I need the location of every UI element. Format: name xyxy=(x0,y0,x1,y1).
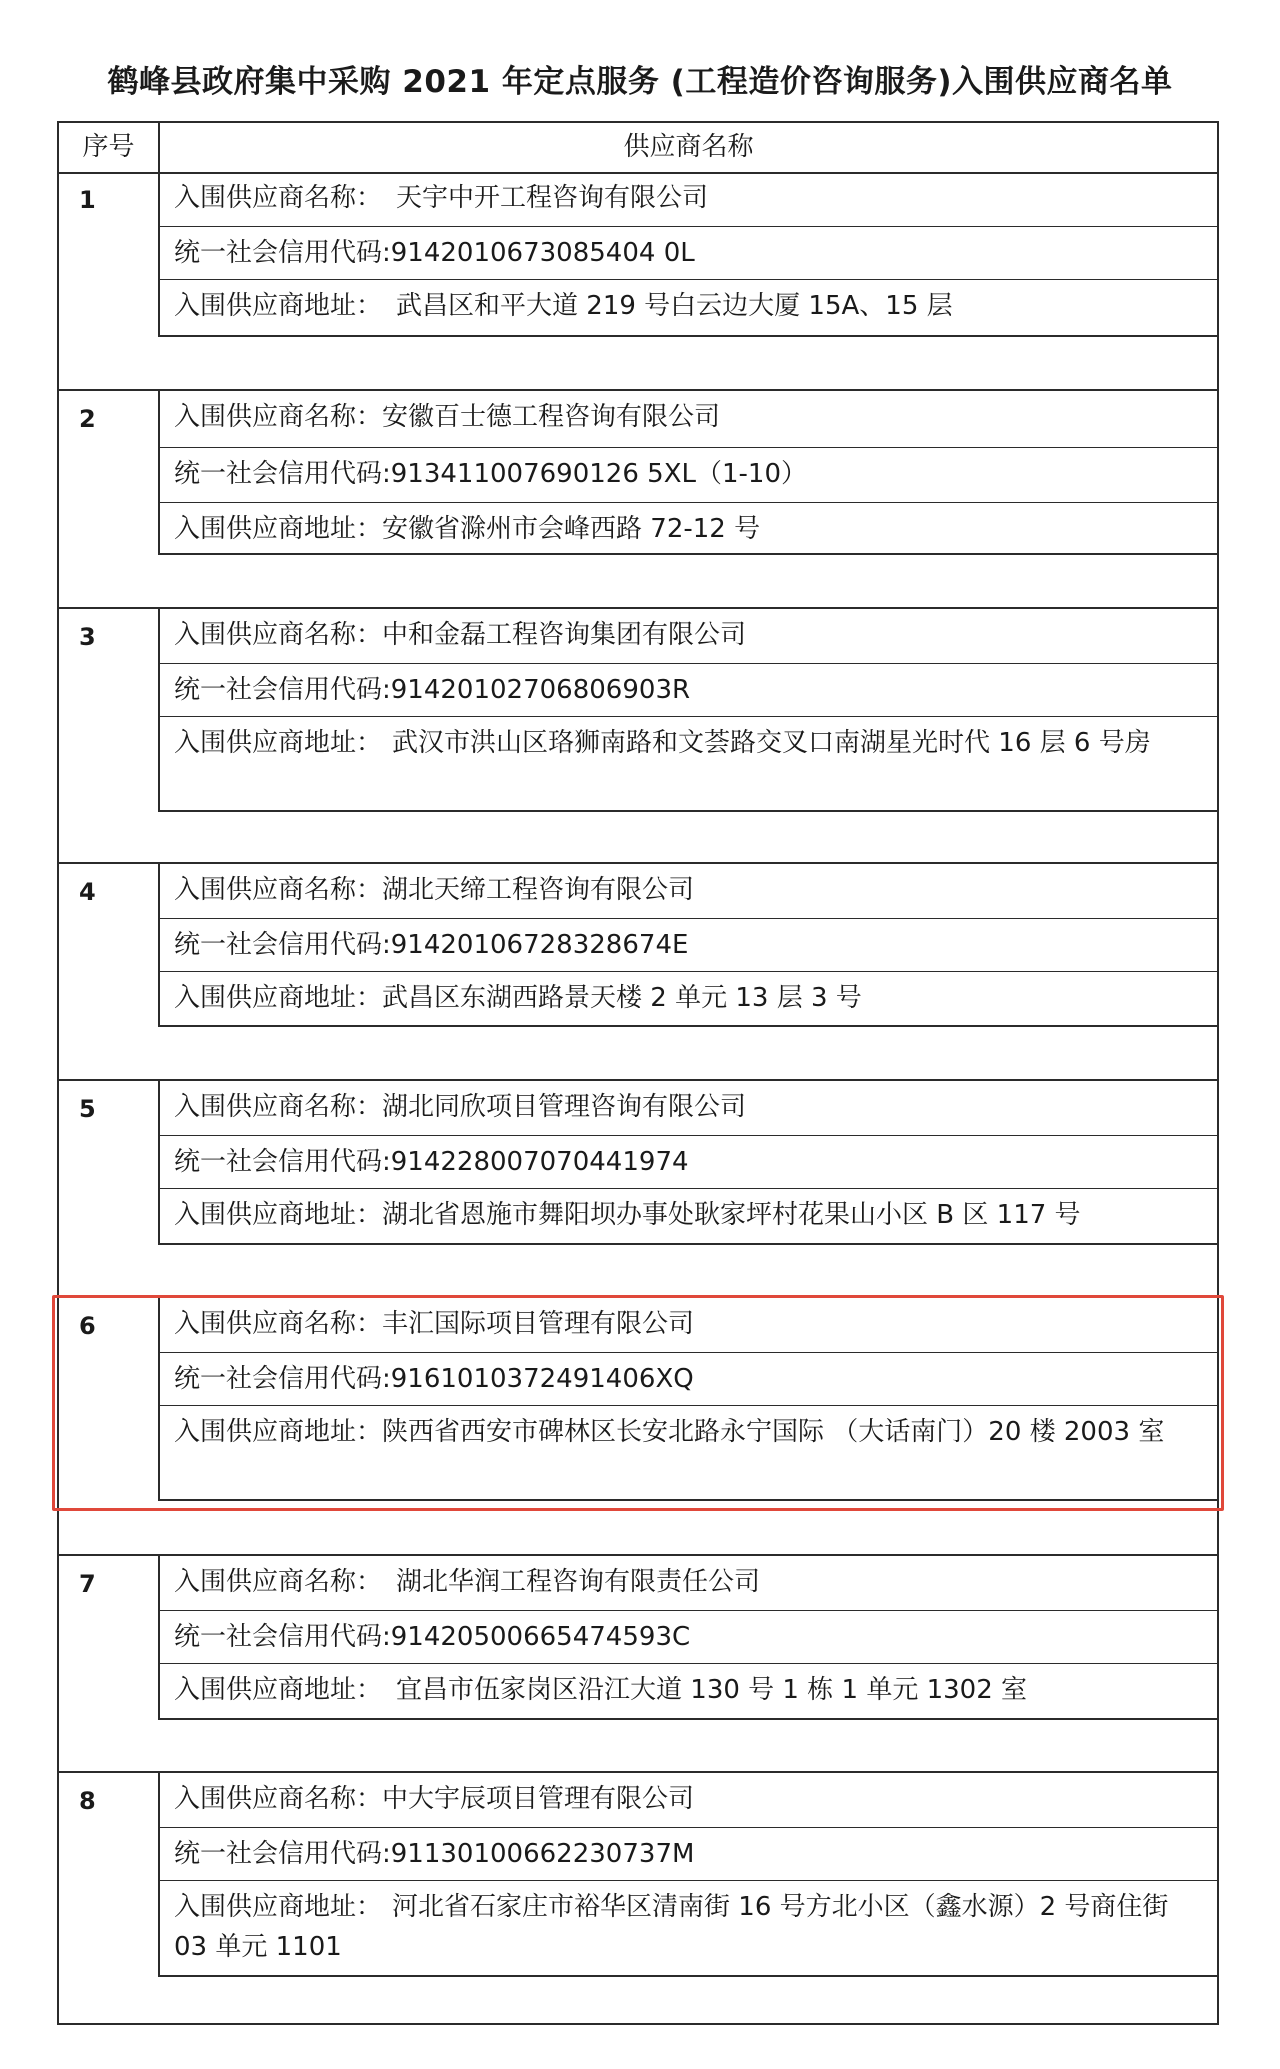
code-label: 统一社会信用代码: xyxy=(174,459,391,489)
spacer-row xyxy=(59,555,1217,609)
supplier-name: 湖北华润工程咨询有限责任公司 xyxy=(396,1567,761,1597)
code-label: 统一社会信用代码: xyxy=(174,1364,391,1394)
supplier-address: 武汉市洪山区珞狮南路和文荟路交叉口南湖星光时代 16 层 6 号房 xyxy=(392,728,1151,758)
table-header xyxy=(59,123,1217,174)
code-label: 统一社会信用代码: xyxy=(174,930,391,960)
supplier-name: 天宇中开工程咨询有限公司 xyxy=(396,183,709,213)
credit-code: 91420102706806903R xyxy=(390,675,691,705)
name-label: 入围供应商名称： xyxy=(174,1309,383,1339)
supplier-address: 武昌区东湖西路景天楼 2 单元 13 层 3 号 xyxy=(382,983,862,1013)
credit-code-row xyxy=(160,919,1217,972)
supplier-name: 安徽百士德工程咨询有限公司 xyxy=(382,402,721,432)
supplier-block xyxy=(59,609,1217,812)
supplier-block xyxy=(59,1081,1217,1245)
spacer-row xyxy=(59,1720,1217,1773)
address-row xyxy=(160,503,1217,555)
address-label: 入围供应商地址： xyxy=(174,1675,383,1705)
address-row xyxy=(160,972,1217,1027)
supplier-block xyxy=(59,1556,1217,1720)
credit-code-row xyxy=(160,1136,1217,1189)
credit-code: 9161010372491406XQ xyxy=(390,1364,694,1394)
supplier-block xyxy=(59,864,1217,1027)
supplier-block xyxy=(59,1773,1217,1977)
code-label: 统一社会信用代码: xyxy=(174,238,391,268)
credit-code: 914228007070441974 xyxy=(390,1147,689,1177)
supplier-name-row xyxy=(160,391,1217,448)
page-title: 鹤峰县政府集中采购 2021 年定点服务 (工程造价咨询服务)入围供应商名单 xyxy=(107,64,1173,100)
supplier-name-row xyxy=(160,1773,1217,1828)
code-label: 统一社会信用代码: xyxy=(174,1622,391,1652)
credit-code-row xyxy=(160,448,1217,503)
supplier-number: 4 xyxy=(59,864,160,1027)
address-row xyxy=(160,717,1217,812)
address-label: 入围供应商地址： xyxy=(174,728,383,758)
spacer-row xyxy=(59,1245,1217,1298)
supplier-name: 中大宇辰项目管理有限公司 xyxy=(382,1784,695,1814)
address-label: 入围供应商地址： xyxy=(174,514,383,544)
supplier-name: 湖北天缔工程咨询有限公司 xyxy=(382,875,695,905)
supplier-name: 中和金磊工程咨询集团有限公司 xyxy=(382,620,747,650)
supplier-number: 6 xyxy=(59,1298,160,1501)
name-label: 入围供应商名称： xyxy=(174,1784,383,1814)
supplier-name-row xyxy=(160,864,1217,919)
name-label: 入围供应商名称： xyxy=(174,875,383,905)
highlight-box xyxy=(52,1295,1224,1511)
supplier-name: 丰汇国际项目管理有限公司 xyxy=(382,1309,695,1339)
supplier-table xyxy=(57,121,1219,2025)
address-row xyxy=(160,1881,1217,1977)
name-label: 入围供应商名称： xyxy=(174,402,383,432)
supplier-name-row xyxy=(160,1556,1217,1611)
supplier-number: 8 xyxy=(59,1773,160,1977)
header-col-num: 序号 xyxy=(59,123,160,172)
spacer-row xyxy=(59,1027,1217,1081)
supplier-block xyxy=(59,391,1217,555)
supplier-address: 武昌区和平大道 219 号白云边大厦 15A、15 层 xyxy=(396,291,953,321)
spacer-row xyxy=(59,812,1217,864)
address-label: 入围供应商地址： xyxy=(174,1200,383,1230)
supplier-address: 河北省石家庄市裕华区清南街 16 号方北小区（鑫水源）2 号商住街 03 单元 1101 xyxy=(174,1892,1169,1962)
credit-code-row xyxy=(160,1828,1217,1881)
supplier-name: 湖北同欣项目管理咨询有限公司 xyxy=(382,1092,747,1122)
credit-code: 9142010673085404 0L xyxy=(390,238,695,268)
supplier-address: 安徽省滁州市会峰西路 72-12 号 xyxy=(382,514,761,544)
credit-code-row xyxy=(160,664,1217,717)
header-col-name: 供应商名称 xyxy=(623,132,754,162)
name-label: 入围供应商名称： xyxy=(174,1092,383,1122)
credit-code: 91420106728328674E xyxy=(390,930,689,960)
supplier-number: 7 xyxy=(59,1556,160,1720)
credit-code: 913411007690126 5XL（1-10） xyxy=(390,459,808,489)
supplier-name-row xyxy=(160,172,1217,227)
spacer-row xyxy=(59,337,1217,391)
supplier-name-row xyxy=(160,609,1217,664)
code-label: 统一社会信用代码: xyxy=(174,675,391,705)
credit-code: 91420500665474593C xyxy=(390,1622,691,1652)
supplier-number: 1 xyxy=(59,172,160,337)
supplier-address: 陕西省西安市碑林区长安北路永宁国际 （大话南门）20 楼 2003 室 xyxy=(382,1417,1165,1447)
address-row xyxy=(160,1664,1217,1720)
supplier-number: 2 xyxy=(59,391,160,555)
supplier-address: 湖北省恩施市舞阳坝办事处耿家坪村花果山小区 B 区 117 号 xyxy=(382,1200,1081,1230)
code-label: 统一社会信用代码: xyxy=(174,1839,391,1869)
address-row xyxy=(160,280,1217,337)
address-label: 入围供应商地址： xyxy=(174,291,383,321)
supplier-address: 宜昌市伍家岗区沿江大道 130 号 1 栋 1 单元 1302 室 xyxy=(396,1675,1028,1705)
address-label: 入围供应商地址： xyxy=(174,1892,383,1922)
credit-code-row xyxy=(160,1611,1217,1664)
credit-code-row xyxy=(160,227,1217,280)
supplier-number: 3 xyxy=(59,609,160,812)
address-label: 入围供应商地址： xyxy=(174,983,383,1013)
supplier-name-row xyxy=(160,1081,1217,1136)
supplier-number: 5 xyxy=(59,1081,160,1245)
name-label: 入围供应商名称： xyxy=(174,183,383,213)
name-label: 入围供应商名称： xyxy=(174,620,383,650)
credit-code: 91130100662230737M xyxy=(390,1839,695,1869)
address-row xyxy=(160,1189,1217,1245)
address-label: 入围供应商地址： xyxy=(174,1417,383,1447)
supplier-block xyxy=(59,172,1217,337)
name-label: 入围供应商名称： xyxy=(174,1567,383,1597)
code-label: 统一社会信用代码: xyxy=(174,1147,391,1177)
